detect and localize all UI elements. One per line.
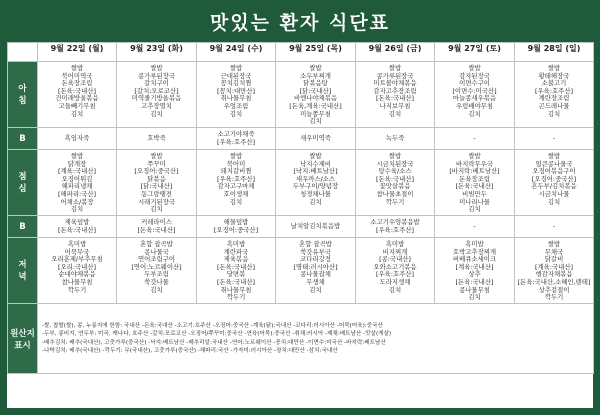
menu-item: 비지찌개 <box>382 247 408 256</box>
menu-cell <box>435 62 515 128</box>
menu-cell <box>38 128 117 150</box>
menu-item: - <box>552 221 556 230</box>
menu-item: 미늘쫑무침 <box>300 109 331 118</box>
menu-item: 깍두기 <box>226 293 246 302</box>
menu-item: 김치 <box>388 285 402 294</box>
menu-cell <box>356 150 435 216</box>
menu-item: 상추겉절이 <box>538 285 570 294</box>
menu-item: 비엔나야채볶음 <box>293 94 338 103</box>
menu-item: 두부구이/양념장 <box>292 182 339 191</box>
menu-item: 우엉조림 <box>223 101 249 110</box>
meal-row <box>8 150 594 216</box>
menu-cell <box>435 216 515 238</box>
menu-cell <box>117 238 197 304</box>
menu-item: 콩나물무침 <box>459 285 490 294</box>
menu-item: 어채소/볶장 <box>60 197 94 206</box>
menu-item: 김치 <box>150 109 163 118</box>
menu-item: 갈치구이 <box>144 79 169 88</box>
menu-item: 쌀밥 <box>229 64 243 72</box>
menu-item: [돈육:국내산] <box>216 277 255 286</box>
menu-item: 새우미역죽 <box>300 133 331 142</box>
menu-item: 김치 <box>309 117 322 126</box>
menu-table <box>7 42 594 374</box>
menu-item: 오리훈제/부추무침 <box>51 255 103 264</box>
menu-item: 쌀밥 <box>388 64 402 72</box>
meal-row <box>8 62 594 128</box>
menu-item: 김치 <box>309 197 322 206</box>
menu-item: [오징어:중국산] <box>134 167 179 176</box>
origin-row <box>8 304 594 374</box>
menu-item: 두부조림 <box>144 270 169 279</box>
menu-item: 계란장조림 <box>538 94 570 103</box>
origin-line: -두부, 콩비지, 연두부: 미국, 캐나다, 호주산 -갈치:모로코산 -오징어/쭈꾸미:중국산 -연육(어묵):중국산 -취채:러시아 -제채:베트남산 -맛살(게살) <box>42 331 392 338</box>
origin-line: -배추김치: 배추(국내산), 고춧가루(중국산) -낙지:베트남산 -메추리알:국내산 -연어:노르웨이산 -꽁치:대만산 -이면수:미국산 -바지락:베트남산 <box>42 339 386 346</box>
menu-item: 코다리강정 <box>300 255 331 264</box>
menu-cell <box>356 238 435 304</box>
menu-item: [해파리:국산] <box>57 189 96 198</box>
menu-cell <box>117 216 197 238</box>
menu-item: 콩가루된장국 <box>137 71 176 80</box>
menu-item: 깍두기 <box>544 293 564 302</box>
menu-item: 쌀밥 <box>388 152 402 160</box>
menu-item: 미트볼야채볶음 <box>373 79 417 88</box>
menu-item: [오리:국내산] <box>57 262 96 271</box>
menu-item: 흑미밥 <box>465 240 484 248</box>
menu-item: 쌀밥 <box>70 152 84 160</box>
menu-item: 제육볶음 <box>223 255 249 264</box>
menu-item: 오징어튀김 <box>61 174 93 183</box>
menu-item: [연어:노르웨이산] <box>131 262 182 271</box>
menu-item: 호이생채 <box>223 189 249 198</box>
day-header-row <box>8 43 594 62</box>
menu-item: 김치 <box>468 205 481 214</box>
menu-cell <box>276 216 356 238</box>
menu-item: 고들빼기무침 <box>58 101 96 110</box>
menu-item: [돈육:국내산] <box>57 86 96 95</box>
menu-item: [계육:국내산] <box>57 167 96 176</box>
menu-item: 참나물초절이 <box>376 189 414 198</box>
menu-item: 어묵무국 <box>64 247 90 256</box>
menu-item: 김치 <box>229 197 243 206</box>
menu-cell <box>515 62 594 128</box>
menu-item: 새우까스/소스 <box>295 174 336 183</box>
day-header: 9월 27일 (토) <box>435 43 515 62</box>
menu-item: 나지보무침 <box>379 101 411 110</box>
menu-item: 상추 <box>468 270 481 279</box>
menu-item: 깍두기 <box>385 197 405 206</box>
menu-item: [우육:호주산] <box>375 225 414 234</box>
page-title: 맛있는 환자 식단표 <box>209 11 391 34</box>
menu-item: 호박고추장찌개 <box>452 247 497 256</box>
origin-label: 원산지 표시 <box>8 304 38 374</box>
menu-cell <box>515 150 594 216</box>
menu-cell <box>435 238 515 304</box>
menu-item: 김치 <box>70 109 84 118</box>
menu-cell <box>276 150 356 216</box>
menu-item: 쌀밥 <box>468 152 481 160</box>
menu-cell <box>38 216 117 238</box>
menu-item: 소고기우엉볶음밥 <box>370 217 420 226</box>
menu-item: 이면수구이 <box>459 79 490 88</box>
menu-cell <box>356 62 435 128</box>
menu-item: 해물덮밥 <box>223 217 249 226</box>
meal-label: 점 심 <box>8 150 38 216</box>
origin-line: -쌀, 찹쌀(쌀), 콩, 누룽지에 한함: 국내산 -돈육:국내산 -소고기:호주산 -오징어:중국산 -계육(닭):국내산 -코다리:러시아산 -어묵(어육):중국산 <box>42 323 383 330</box>
menu-item: 쭈꾸미 <box>147 159 166 168</box>
menu-item: 닭개장 <box>67 159 87 168</box>
menu-item: [오징어:중국산] <box>213 225 259 234</box>
menu-item: 미역줄기방울볶음 <box>131 94 182 103</box>
menu-item: 김치 <box>388 109 402 118</box>
menu-cell <box>435 128 515 150</box>
menu-item: 제육덮밥 <box>64 217 90 226</box>
meal-label: 저 녁 <box>8 238 38 304</box>
menu-cell <box>435 150 515 216</box>
menu-item: [돈육:국내산] <box>137 225 176 234</box>
menu-item: 김치 <box>468 109 481 118</box>
menu-item: 커레라이스 <box>141 217 172 226</box>
menu-item: 김치 <box>468 293 481 302</box>
menu-item: 녹두죽 <box>385 133 405 142</box>
menu-item: [우육:호주산] <box>534 86 573 95</box>
menu-item: 곤드레나물 <box>538 101 570 110</box>
menu-item: 쌀밥 <box>547 64 561 72</box>
menu-cell <box>276 128 356 150</box>
menu-item: [계육:국내산] <box>455 262 494 271</box>
menu-item: 얼큰콩나물국 <box>535 159 573 168</box>
menu-item: 혼합 잡곡밥 <box>299 240 332 248</box>
menu-cell <box>38 238 117 304</box>
menu-item: 쌀밥 <box>468 64 481 72</box>
menu-cell <box>197 150 276 216</box>
menu-item: [돈육:국내산] <box>375 94 414 103</box>
menu-cell <box>117 128 197 150</box>
menu-item: 시금치나물 <box>538 189 570 198</box>
day-header: 9월 22일 (월) <box>38 43 117 62</box>
menu-item: 콩나물국 <box>144 247 169 256</box>
menu-item: 쌀밥 <box>70 64 84 72</box>
menu-item: 쌀밥 <box>309 64 322 72</box>
menu-item: 쑥갓나물 <box>144 277 169 286</box>
menu-item: 쌀밥 <box>150 64 163 72</box>
menu-item: 돼지갈비찜 <box>220 167 252 176</box>
menu-item: 취나물무침 <box>220 94 252 103</box>
menu-item: [돈육:국내산] <box>57 225 96 234</box>
menu-item: 청경채나물 <box>300 189 331 198</box>
menu-cell <box>515 238 594 304</box>
menu-item: 김치 <box>70 205 84 214</box>
menu-item: 닭볶음탕 <box>303 79 328 88</box>
day-header: 9월 26일 (금) <box>356 43 435 62</box>
menu-item: [명태:러시아산] <box>293 262 338 271</box>
menu-item: 해파리냉채 <box>61 182 93 191</box>
menu-cell <box>356 216 435 238</box>
menu-item: [낙지:베트남산] <box>293 167 338 176</box>
menu-item: [갈치:모로코산] <box>134 86 179 95</box>
menu-item: [꽁치:대만산] <box>216 86 255 95</box>
menu-item: 낙지수제비 <box>300 159 331 168</box>
menu-item: [오징어:중국산] <box>531 174 577 183</box>
menu-item: 김치 <box>150 285 163 294</box>
menu-item: 바지락무우국 <box>455 159 494 168</box>
menu-item: 북어미역국 <box>61 71 93 80</box>
menu-item: 쌀밥 <box>229 152 243 160</box>
menu-item: 쌀밥 <box>547 240 561 248</box>
menu-item: 쌀밥 <box>150 152 163 160</box>
menu-item: 혼합 잡곡밥 <box>140 240 173 248</box>
menu-item: [돈육:국내산] <box>455 277 494 286</box>
menu-item: 계란파국 <box>223 247 249 256</box>
snack-row <box>8 216 594 238</box>
menu-item: [계육:국내산] <box>534 262 573 271</box>
menu-item: 닭갈비 <box>544 255 564 264</box>
menu-item: 콩나물잡채 <box>300 270 331 279</box>
day-header: 9월 24일 (수) <box>197 43 276 62</box>
menu-item: 쌀밥 <box>309 152 322 160</box>
menu-item: 흔두부/김치볶음 <box>531 182 577 191</box>
menu-item: 취나물무침 <box>220 285 252 294</box>
menu-cell <box>515 216 594 238</box>
menu-item: 김치 <box>547 109 561 118</box>
menu-item: 돈육장조림 <box>61 79 93 88</box>
menu-item: 황태해장국 <box>538 71 570 80</box>
menu-item: [우육:호주산] <box>375 270 414 279</box>
menu-item: 돈육장조림 <box>459 174 490 183</box>
menu-item: 소불고기 <box>541 79 567 88</box>
menu-item: 감자된장국 <box>459 71 490 80</box>
menu-cell <box>356 128 435 150</box>
menu-item: [우육:호주산] <box>216 174 255 183</box>
menu-item: [닭:국내산] <box>140 182 173 191</box>
menu-item: 콩가루된장국 <box>376 71 414 80</box>
menu-item: 날치알김치볶음밥 <box>290 221 341 230</box>
menu-item: [우육:호주산] <box>216 137 255 146</box>
menu-item: 감자고추장조림 <box>373 86 417 95</box>
menu-item: 쌀밥 <box>547 152 561 160</box>
menu-item: 김치 <box>229 109 243 118</box>
menu-item: 동그랑땡전 <box>141 189 172 198</box>
menu-item: 흑미밥 <box>67 240 87 248</box>
menu-item: 소고기야채죽 <box>217 129 255 138</box>
origin-line: -나박김치: 배추(국내산) -깍두기: 무(국내산), 고춧가루(중국산) -해파리:국산 -가자미:러시아산 -장치:대만산 -삼치:국내산 <box>42 347 338 354</box>
snack-row <box>8 128 594 150</box>
menu-item: [이면수:미국산] <box>452 86 497 95</box>
menu-item: 고추장멸치 <box>141 101 172 110</box>
menu-item: 마늘종새우볶음 <box>452 94 497 103</box>
menu-item: 건미래방울볶음 <box>55 94 99 103</box>
menu-item: 순대야채볶음 <box>58 270 96 279</box>
menu-item: [돈육:국내산] <box>375 174 414 183</box>
menu-item: 연어조림구이 <box>137 255 176 264</box>
menu-item: [돈육:국내산,소혜인,텐테] <box>517 277 591 286</box>
day-header: 9월 25일 (목) <box>276 43 356 62</box>
menu-cell <box>276 238 356 304</box>
menu-sheet <box>7 42 593 408</box>
menu-item: [돈육:국내산] <box>216 262 255 271</box>
menu-item: 우렁배야무침 <box>455 101 494 110</box>
menu-item: 김치 <box>547 197 561 206</box>
meal-label: B <box>8 216 38 238</box>
menu-item: 김치 <box>309 285 322 294</box>
menu-item: 무채국 <box>544 247 564 256</box>
corner-cell <box>8 43 38 62</box>
menu-item: [닭:국내산] <box>299 86 332 95</box>
title-bar <box>0 0 600 42</box>
meal-label: B <box>8 128 38 150</box>
menu-item: 북어미 <box>226 159 246 168</box>
menu-item: 탕수육/소스 <box>378 167 412 176</box>
menu-item: - <box>552 133 556 142</box>
menu-item: 김치 <box>150 205 163 214</box>
menu-item: 깍두기 <box>67 285 87 294</box>
menu-item: 흑미밥 <box>226 240 246 248</box>
menu-item: 시금치된장국 <box>376 159 414 168</box>
menu-item: 미나리나물 <box>459 197 490 206</box>
menu-item: 꽁치김치찜 <box>220 79 252 88</box>
menu-item: 오와소고기볶음 <box>373 262 417 271</box>
menu-item: 도라지생채 <box>379 277 411 286</box>
menu-cell <box>197 62 276 128</box>
menu-cell <box>197 216 276 238</box>
menu-item: 근대된장국 <box>220 71 252 80</box>
menu-cell <box>117 62 197 128</box>
menu-cell <box>117 150 197 216</box>
menu-item: 흑미밥 <box>385 240 405 248</box>
menu-item: 무생채 <box>306 277 325 286</box>
menu-cell <box>515 128 594 150</box>
menu-item: 당면볶 <box>226 270 246 279</box>
meal-label: 아 침 <box>8 62 38 128</box>
menu-item: - <box>473 133 476 142</box>
menu-item: 참나물무침 <box>61 277 93 286</box>
menu-item: [돈육,계육:국내산] <box>289 101 342 110</box>
menu-item: 소두부찌개 <box>300 71 331 80</box>
menu-cell <box>38 62 117 128</box>
menu-item: 비빔만두 <box>462 189 487 198</box>
day-header: 9월 23일 (화) <box>117 43 197 62</box>
menu-item: [바지락:베트남산] <box>449 167 500 176</box>
menu-item: 쑥갓유부국 <box>300 247 331 256</box>
menu-item: 행감자채볶음 <box>535 270 573 279</box>
menu-item: [돈육:국내산] <box>455 182 494 191</box>
menu-item: [콩:국내산] <box>379 255 411 264</box>
meal-row <box>8 238 594 304</box>
menu-cell <box>197 128 276 150</box>
menu-item: 버배큐소세이크 <box>452 255 497 264</box>
menu-item: 흑임자죽 <box>64 133 90 142</box>
menu-item: 호박죽 <box>147 133 166 142</box>
menu-item: 오징어볶음구이 <box>532 167 576 176</box>
menu-cell <box>38 150 117 216</box>
menu-cell <box>197 238 276 304</box>
day-header: 9월 28일 (일) <box>515 43 594 62</box>
menu-item: 닭볶음 <box>147 174 166 183</box>
menu-item: 시래기된장국 <box>137 197 176 206</box>
menu-item: 감자고구마채 <box>217 182 255 191</box>
menu-item: - <box>473 221 476 230</box>
origin-text <box>38 304 594 374</box>
menu-item: 꽃맛살볶음 <box>379 182 411 191</box>
menu-cell <box>276 62 356 128</box>
